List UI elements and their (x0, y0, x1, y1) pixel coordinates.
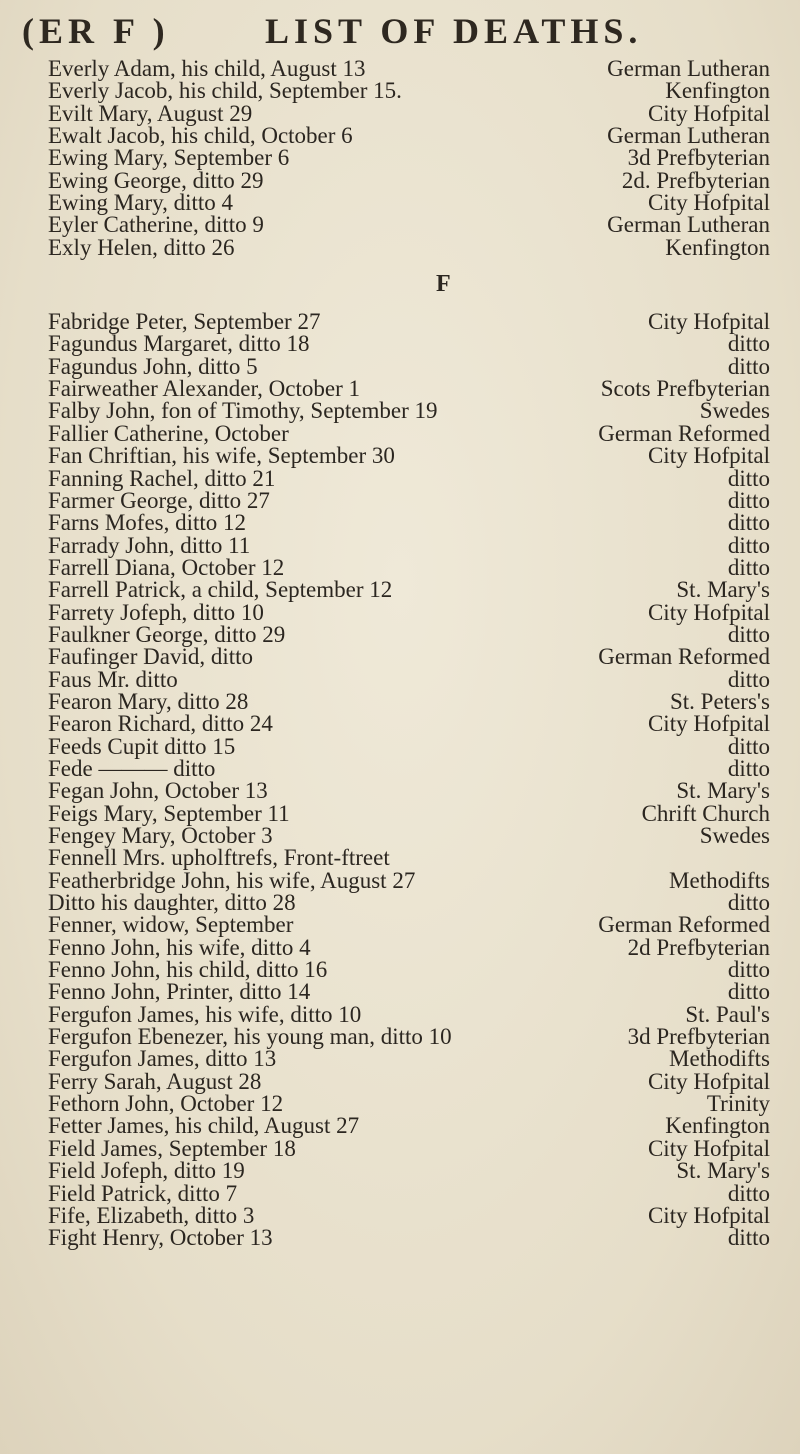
list-item (48, 234, 788, 260)
list-item (48, 688, 788, 714)
entry-name: Farns Mofes, ditto 12 (48, 510, 247, 536)
entry-name: Featherbridge John, his wife, August 27 (48, 867, 416, 893)
list-item (48, 445, 788, 467)
entry-name: Farrety Jofeph, ditto 10 (48, 599, 264, 625)
entry-place: City Hofpital (647, 309, 770, 335)
entry-name: Faulkner George, ditto 29 (48, 621, 286, 647)
entry-name: Fagundus John, ditto 5 (48, 353, 258, 379)
entry-name: Fegan John, October 13 (48, 778, 268, 804)
list-item (48, 780, 788, 802)
entry-place: German Lutheran (607, 56, 770, 81)
entry-place: St. Mary's (676, 577, 770, 603)
entry-place: St. Mary's (676, 1158, 770, 1184)
entry-place: Swedes (699, 398, 770, 424)
list-item (48, 465, 788, 491)
list-item (48, 934, 788, 960)
entry-name: Everly Jacob, his child, September 15. (48, 78, 402, 104)
entry-place: Kenfington (665, 234, 770, 260)
entry-name: Fenno John, his wife, ditto 4 (48, 934, 311, 960)
entry-place: ditto (727, 353, 770, 379)
entry-place: German Reformed (598, 420, 770, 446)
entry-place: Scots Prefbyterian (600, 376, 770, 402)
entry-place: ditto (727, 621, 770, 647)
list-item (48, 58, 788, 80)
entry-place: Chrift Church (641, 800, 770, 826)
entry-name: Field James, September 18 (48, 1135, 296, 1161)
entry-name: Fenno John, his child, ditto 16 (48, 957, 328, 983)
list-item (48, 646, 788, 668)
entry-place: German Reformed (598, 644, 770, 670)
entry-place: ditto (727, 890, 770, 916)
list-item (48, 487, 788, 513)
entry-name: Fetter James, his child, August 27 (48, 1113, 360, 1139)
entry-place: City Hofpital (647, 443, 770, 469)
entry-name: Faus Mr. ditto (48, 666, 178, 692)
list-item (48, 167, 788, 193)
list-item (48, 400, 788, 422)
entry-name: Fenner, widow, September (48, 912, 294, 938)
entry-place: Methodifts (669, 1046, 770, 1072)
entry-place: ditto (727, 554, 770, 580)
entry-name: Fearon Richard, ditto 24 (48, 711, 273, 737)
entry-name: Fethorn John, October 12 (48, 1091, 284, 1117)
list-item (48, 666, 788, 692)
list-item (48, 1115, 788, 1137)
list-item (48, 214, 788, 236)
list-item (48, 100, 788, 126)
entry-name: Fergufon James, ditto 13 (48, 1046, 277, 1072)
entry-name: Fanning Rachel, ditto 21 (48, 465, 276, 491)
page-title: LIST OF DEATHS. (265, 11, 643, 51)
entry-name: Fallier Catherine, October (48, 420, 289, 446)
entry-name: Evilt Mary, August 29 (48, 100, 253, 126)
section-letter-f (48, 259, 788, 311)
list-item (48, 733, 788, 759)
entry-name: Fergufon James, his wife, ditto 10 (48, 1001, 362, 1027)
death-list (48, 58, 788, 1250)
entry-place: Methodifts (669, 867, 770, 893)
list-item (48, 1227, 788, 1249)
list-item (48, 621, 788, 647)
list-item (48, 867, 788, 893)
entry-name: Exly Helen, ditto 26 (48, 234, 235, 260)
entry-name: Ewing George, ditto 29 (48, 167, 264, 193)
list-item (48, 914, 788, 936)
list-item (48, 192, 788, 214)
list-item (48, 311, 788, 333)
entry-place: City Hofpital (647, 1068, 770, 1094)
entry-name: Field Jofeph, ditto 19 (48, 1158, 245, 1184)
list-item (48, 892, 788, 914)
entry-name: Fife, Elizabeth, ditto 3 (48, 1202, 255, 1228)
entry-place: 3d Prefbyterian (627, 1024, 770, 1050)
entries-f-section (48, 311, 788, 1249)
entry-place: ditto (727, 666, 770, 692)
entry-name: Fengey Mary, October 3 (48, 823, 273, 848)
entry-name: Fede ——— ditto (48, 755, 216, 781)
entry-place: City Hofpital (647, 599, 770, 625)
entries-e-section (48, 58, 788, 259)
entry-place: St. Mary's (676, 778, 770, 804)
entry-name: Farrady John, ditto 11 (48, 532, 251, 558)
entry-name: Fagundus Margaret, ditto 18 (48, 331, 310, 357)
list-item (48, 378, 788, 400)
entry-name: Fennell Mrs. upholftrefs, Front-ftreet (48, 845, 390, 871)
entry-name: Everly Adam, his child, August 13 (48, 56, 366, 81)
entry-place: City Hofpital (647, 1202, 770, 1228)
list-item (48, 532, 788, 558)
entry-place: ditto (727, 532, 770, 558)
list-item (48, 125, 788, 147)
entry-name: Farmer George, ditto 27 (48, 487, 270, 513)
entry-place: ditto (727, 510, 770, 536)
running-head: (ER F ) (22, 11, 170, 51)
list-item (48, 1026, 788, 1048)
list-item (48, 1048, 788, 1070)
entry-place: City Hofpital (647, 1135, 770, 1161)
entry-place: ditto (727, 733, 770, 759)
list-item (48, 599, 788, 625)
entry-place: Swedes (699, 823, 770, 848)
list-item (48, 420, 788, 446)
entry-name: Feeds Cupit ditto 15 (48, 733, 236, 759)
list-item (48, 1068, 788, 1094)
list-item (48, 333, 788, 355)
entry-place: City Hofpital (647, 711, 770, 737)
entry-place: ditto (727, 487, 770, 513)
list-item (48, 1093, 788, 1115)
entry-name: Fan Chriftian, his wife, September 30 (48, 443, 395, 469)
page-header (0, 6, 800, 58)
list-item (48, 80, 788, 102)
entry-place: City Hofpital (647, 100, 770, 126)
list-item (48, 981, 788, 1003)
entry-name: Feigs Mary, September 11 (48, 800, 290, 826)
entry-name: Fabridge Peter, September 27 (48, 309, 321, 335)
entry-place: ditto (727, 979, 770, 1005)
entry-place: Trinity (706, 1091, 770, 1117)
entry-name: Fearon Mary, ditto 28 (48, 688, 249, 714)
list-item (48, 755, 788, 781)
entry-name: Ditto his daughter, ditto 28 (48, 890, 296, 916)
entry-place: ditto (727, 331, 770, 357)
list-item (48, 554, 788, 580)
list-item (48, 825, 788, 847)
entry-name: Ewalt Jacob, his child, October 6 (48, 123, 353, 149)
section-letter: F (436, 271, 451, 298)
list-item (48, 847, 788, 869)
list-item (48, 147, 788, 169)
entry-name: Ewing Mary, September 6 (48, 145, 290, 171)
entry-place: ditto (727, 465, 770, 491)
entry-name: Faufinger David, ditto (48, 644, 254, 670)
entry-place: ditto (727, 755, 770, 781)
entry-name: Falby John, fon of Timothy, September 19 (48, 398, 438, 424)
entry-place: Kenfington (665, 78, 770, 104)
list-item (48, 800, 788, 826)
entry-name: Fairweather Alexander, October 1 (48, 376, 361, 402)
list-item (48, 713, 788, 735)
entry-name: Ferry Sarah, August 28 (48, 1068, 262, 1094)
entry-place: City Hofpital (647, 190, 770, 216)
entry-place: ditto (727, 957, 770, 983)
list-item (48, 1202, 788, 1228)
entry-place: Kenfington (665, 1113, 770, 1139)
entry-place: St. Peters's (670, 688, 770, 714)
entry-place: St. Paul's (685, 1001, 770, 1027)
list-item (48, 1160, 788, 1182)
entry-name: Field Patrick, ditto 7 (48, 1180, 238, 1206)
entry-place: ditto (727, 1180, 770, 1206)
list-item (48, 512, 788, 534)
entry-place: German Lutheran (607, 212, 770, 238)
entry-place: 3d Prefbyterian (627, 145, 770, 171)
entry-place: 2d. Prefbyterian (621, 167, 770, 193)
list-item (48, 353, 788, 379)
entry-name: Ewing Mary, ditto 4 (48, 190, 234, 216)
entry-place: German Reformed (598, 912, 770, 938)
list-item (48, 579, 788, 601)
list-item (48, 959, 788, 981)
entry-place: ditto (727, 1225, 770, 1251)
entry-name: Farrell Diana, October 12 (48, 554, 285, 580)
list-item (48, 1001, 788, 1027)
entry-name: Fight Henry, October 13 (48, 1225, 273, 1251)
list-item (48, 1135, 788, 1161)
list-item (48, 1180, 788, 1206)
entry-name: Eyler Catherine, ditto 9 (48, 212, 264, 238)
entry-name: Farrell Patrick, a child, September 12 (48, 577, 393, 603)
entry-place: 2d Prefbyterian (627, 934, 770, 960)
entry-name: Fergufon Ebenezer, his young man, ditto 10 (48, 1024, 452, 1050)
entry-name: Fenno John, Printer, ditto 14 (48, 979, 311, 1005)
entry-place: German Lutheran (607, 123, 770, 149)
